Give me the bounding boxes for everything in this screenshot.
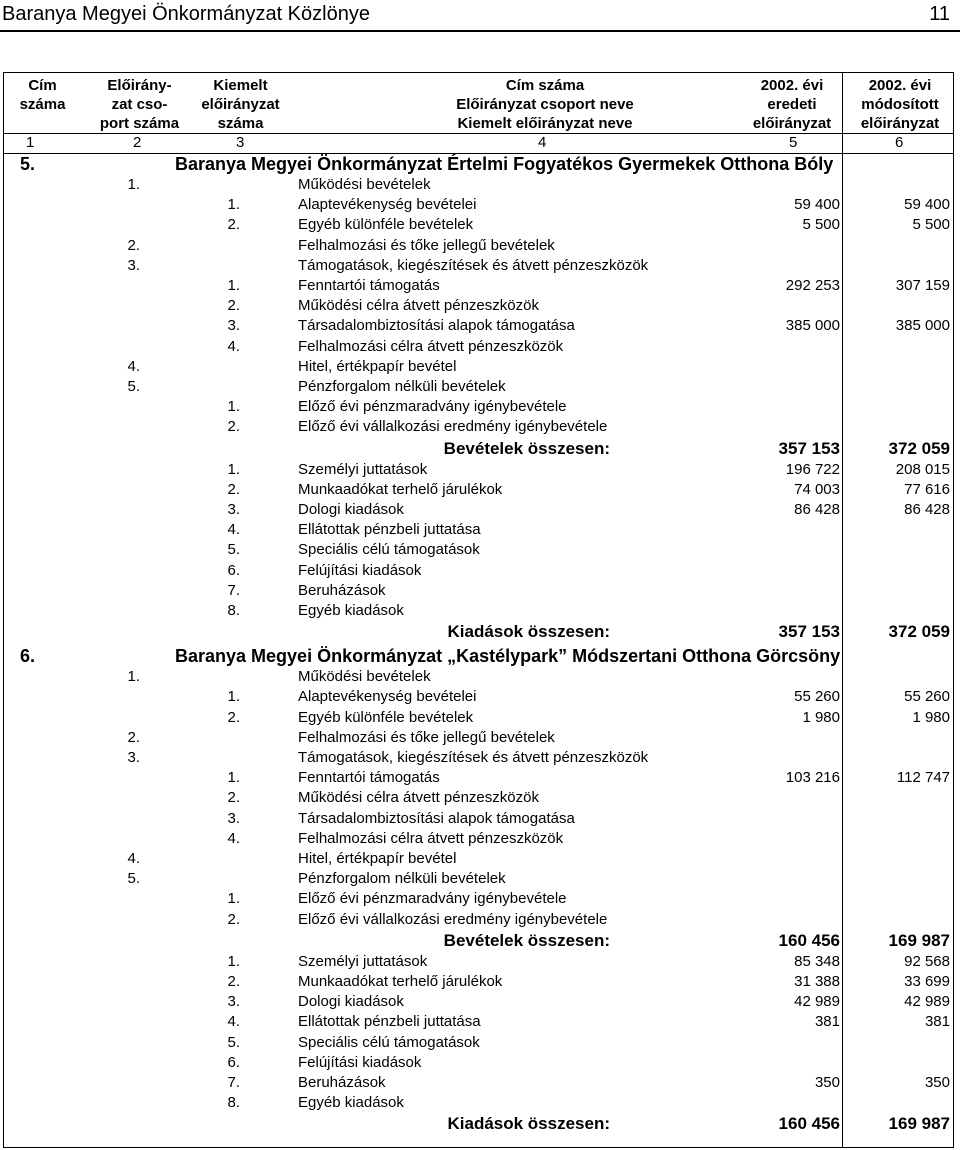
col-header-cim: Cím száma	[19, 77, 66, 113]
table-row	[0, 215, 960, 235]
item-number: 1.	[227, 769, 240, 787]
value-modositott: 92 568	[904, 952, 950, 970]
value-eredeti: 59 400	[794, 196, 840, 214]
item-label: Felhalmozási és tőke jellegű bevételek	[298, 728, 555, 746]
table-row	[0, 520, 960, 540]
item-number: 1.	[127, 668, 140, 686]
value-eredeti: 55 260	[794, 688, 840, 706]
item-number: 1.	[227, 460, 240, 478]
table-row	[0, 175, 960, 195]
table-row	[0, 1073, 960, 1093]
item-number: 1.	[227, 688, 240, 706]
item-number: 6.	[227, 561, 240, 579]
item-label: Felhalmozási és tőke jellegű bevételek	[298, 236, 555, 254]
item-label: Működési bevételek	[298, 176, 431, 193]
item-number: 5.	[127, 378, 140, 395]
table-row	[0, 1053, 960, 1073]
item-label: Alaptevékenység bevételei	[298, 196, 477, 214]
value-eredeti: 85 348	[794, 952, 840, 970]
value-modositott: 55 260	[904, 688, 950, 706]
column-number: 2	[133, 134, 142, 151]
section-row	[0, 645, 960, 667]
item-number: 2.	[227, 708, 240, 726]
table-row	[0, 500, 960, 520]
value-eredeti: 42 989	[794, 993, 840, 1011]
item-number: 7.	[227, 581, 240, 599]
item-label: Felújítási kiadások	[298, 1053, 422, 1071]
table-row	[0, 869, 960, 889]
value-eredeti: 103 216	[785, 769, 840, 787]
item-label: Támogatások, kiegészítések és átvett pénzeszközök	[298, 256, 649, 274]
item-number: 5.	[227, 541, 240, 559]
item-number: 3.	[127, 749, 140, 766]
table-row	[0, 809, 960, 829]
table-row	[0, 256, 960, 276]
section-number: 5.	[20, 154, 36, 174]
item-number: 2.	[127, 236, 140, 254]
item-number: 1.	[227, 952, 240, 970]
item-number: 5.	[127, 870, 140, 888]
table-row	[0, 236, 960, 256]
item-number: 1.	[227, 890, 240, 908]
item-label: Dologi kiadások	[298, 501, 404, 518]
item-number: 3.	[227, 993, 240, 1011]
table-row	[0, 397, 960, 417]
table-row	[0, 377, 960, 397]
item-number: 5.	[227, 1033, 240, 1051]
value-eredeti: 385 000	[785, 317, 840, 335]
total-row	[0, 1113, 960, 1135]
item-label: Fenntartói támogatás	[298, 277, 440, 294]
table-row	[0, 357, 960, 377]
table-row	[0, 601, 960, 621]
item-number: 4.	[127, 850, 140, 867]
column-number: 6	[895, 134, 904, 151]
value-modositott: 42 989	[904, 993, 950, 1011]
item-label: Ellátottak pénzbeli juttatása	[298, 1013, 481, 1031]
item-label: Személyi juttatások	[298, 460, 428, 478]
item-label: Speciális célú támogatások	[298, 541, 480, 559]
item-label: Felhalmozási célra átvett pénzeszközök	[298, 337, 564, 355]
item-label: Pénzforgalom nélküli bevételek	[298, 378, 506, 395]
table-row	[0, 748, 960, 768]
value-eredeti: 1 980	[802, 708, 840, 726]
page-number: 11	[929, 3, 950, 25]
item-number: 8.	[227, 602, 240, 619]
item-label: Fenntartói támogatás	[298, 769, 440, 787]
table-row	[0, 460, 960, 480]
value-modositott: 5 500	[912, 216, 950, 234]
item-label: Speciális célú támogatások	[298, 1033, 480, 1051]
table-row	[0, 708, 960, 728]
item-number: 1.	[227, 196, 240, 214]
column-number: 4	[538, 134, 547, 151]
total-label: Bevételek összesen:	[443, 438, 610, 458]
item-number: 4.	[127, 357, 140, 375]
column-number: 1	[26, 134, 35, 151]
value-eredeti: 196 722	[785, 460, 840, 478]
item-label: Előző évi pénzmaradvány igénybevétele	[298, 398, 567, 416]
table-row	[0, 337, 960, 357]
value-modositott: 307 159	[895, 277, 950, 294]
table-row	[0, 849, 960, 869]
item-number: 2.	[227, 789, 240, 807]
value-modositott: 1 980	[912, 708, 950, 726]
item-number: 3.	[227, 809, 240, 827]
item-label: Társadalombiztosítási alapok támogatása	[298, 317, 575, 335]
item-number: 1.	[227, 398, 240, 416]
total-row	[0, 930, 960, 952]
item-number: 3.	[227, 501, 240, 518]
item-label: Előző évi vállalkozási eredmény igénybevétele	[298, 418, 608, 436]
item-label: Ellátottak pénzbeli juttatása	[298, 521, 481, 539]
item-label: Működési bevételek	[298, 668, 431, 686]
item-number: 4.	[227, 337, 240, 355]
value-eredeti: 5 500	[802, 216, 840, 234]
item-number: 2.	[227, 973, 240, 990]
value-eredeti: 74 003	[794, 480, 840, 498]
value-modositott: 112 747	[896, 769, 950, 787]
value-modositott: 372 059	[888, 622, 950, 642]
item-label: Munkaadókat terhelő járulékok	[298, 973, 503, 990]
section-title: Baranya Megyei Önkormányzat Értelmi Fogyatékos Gyermekek Otthona Bóly	[175, 154, 834, 174]
value-eredeti: 160 456	[778, 1114, 840, 1134]
section-number: 6.	[20, 646, 36, 667]
total-label: Kiadások összesen:	[447, 1114, 610, 1134]
table-row	[0, 417, 960, 437]
item-number: 2.	[227, 910, 240, 928]
item-number: 3.	[127, 256, 140, 274]
item-number: 6.	[227, 1053, 240, 1071]
section-title: Baranya Megyei Önkormányzat „Kastélypark” Módszertani Otthona Görcsöny	[175, 646, 841, 667]
value-modositott: 169 987	[888, 930, 950, 950]
item-label: Egyéb különféle bevételek	[298, 708, 474, 726]
value-modositott: 59 400	[904, 196, 950, 214]
total-label: Kiadások összesen:	[447, 622, 610, 642]
table-row	[0, 829, 960, 849]
total-row	[0, 438, 960, 460]
item-label: Pénzforgalom nélküli bevételek	[298, 870, 506, 888]
table-row	[0, 581, 960, 601]
item-number: 8.	[227, 1094, 240, 1112]
table-row	[0, 276, 960, 296]
item-number: 3.	[227, 317, 240, 335]
table-row	[0, 1093, 960, 1113]
table-row	[0, 687, 960, 707]
value-eredeti: 160 456	[778, 930, 840, 950]
item-label: Előző évi pénzmaradvány igénybevétele	[298, 890, 567, 908]
table-row	[0, 1012, 960, 1032]
item-number: 2.	[227, 418, 240, 436]
value-eredeti: 292 253	[785, 277, 840, 294]
item-label: Előző évi vállalkozási eredmény igénybevétele	[298, 910, 608, 928]
col-header-kiemelt: Kiemelt előirányzat száma	[201, 77, 280, 132]
total-label: Bevételek összesen:	[443, 930, 610, 950]
item-label: Egyéb kiadások	[298, 1094, 404, 1112]
item-label: Felújítási kiadások	[298, 561, 422, 579]
value-eredeti: 86 428	[794, 501, 840, 518]
item-label: Munkaadókat terhelő járulékok	[298, 480, 503, 498]
item-number: 2.	[127, 728, 140, 746]
value-modositott: 208 015	[895, 460, 950, 478]
item-label: Társadalombiztosítási alapok támogatása	[298, 809, 575, 827]
item-number: 4.	[227, 829, 240, 847]
item-number: 4.	[227, 521, 240, 539]
value-modositott: 372 059	[888, 438, 950, 458]
item-label: Működési célra átvett pénzeszközök	[298, 789, 539, 807]
col-header-nev: Cím száma Előirányzat csoport neve Kiemelt előirányzat neve	[456, 77, 634, 132]
item-label: Beruházások	[298, 1074, 386, 1091]
value-eredeti: 357 153	[778, 622, 840, 642]
value-modositott: 381	[924, 1013, 950, 1031]
col-header-modositott: 2002. évi módosított előirányzat	[860, 77, 940, 132]
table-row	[0, 910, 960, 930]
value-eredeti: 31 388	[794, 973, 840, 990]
column-number: 5	[789, 134, 798, 151]
table-row	[0, 561, 960, 581]
item-label: Dologi kiadások	[298, 993, 404, 1011]
table-row	[0, 540, 960, 560]
item-number: 2.	[227, 480, 240, 498]
item-label: Személyi juttatások	[298, 952, 428, 970]
total-row	[0, 621, 960, 643]
table-row	[0, 1033, 960, 1053]
value-eredeti: 357 153	[778, 438, 840, 458]
item-label: Egyéb különféle bevételek	[298, 216, 474, 234]
item-number: 2.	[227, 216, 240, 234]
table-row	[0, 667, 960, 687]
table-row	[0, 972, 960, 992]
item-label: Támogatások, kiegészítések és átvett pénzeszközök	[298, 749, 649, 766]
item-label: Egyéb kiadások	[298, 602, 404, 619]
table-row	[0, 952, 960, 972]
table-row	[0, 728, 960, 748]
item-number: 1.	[227, 277, 240, 294]
value-modositott: 33 699	[904, 973, 950, 990]
table-row	[0, 296, 960, 316]
value-modositott: 350	[924, 1074, 950, 1091]
table-row	[0, 195, 960, 215]
col-header-eredeti: 2002. évi eredeti előirányzat	[752, 77, 832, 132]
item-label: Felhalmozási célra átvett pénzeszközök	[298, 829, 564, 847]
table-row	[0, 768, 960, 788]
value-eredeti: 350	[814, 1074, 840, 1091]
col-header-eloiranyzat-csoport: Előirány- zat cso- port száma	[99, 77, 180, 132]
item-label: Beruházások	[298, 581, 386, 599]
column-number: 3	[236, 134, 245, 151]
item-label: Alaptevékenység bevételei	[298, 688, 477, 706]
item-number: 4.	[227, 1013, 240, 1031]
section-row	[0, 153, 960, 175]
item-label: Hitel, értékpapír bevétel	[298, 850, 457, 867]
item-number: 7.	[227, 1074, 240, 1091]
value-modositott: 169 987	[888, 1114, 950, 1134]
value-eredeti: 381	[814, 1013, 840, 1031]
item-label: Hitel, értékpapír bevétel	[298, 357, 457, 375]
value-modositott: 86 428	[904, 501, 950, 518]
table-row	[0, 480, 960, 500]
item-number: 2.	[227, 297, 240, 315]
item-number: 1.	[127, 176, 140, 193]
table-row	[0, 992, 960, 1012]
value-modositott: 385 000	[895, 317, 950, 335]
item-label: Működési célra átvett pénzeszközök	[298, 297, 539, 315]
table-row	[0, 316, 960, 336]
value-modositott: 77 616	[904, 480, 950, 498]
table-row	[0, 889, 960, 909]
publication-title: Baranya Megyei Önkormányzat Közlönye	[2, 3, 370, 25]
table-row	[0, 788, 960, 808]
